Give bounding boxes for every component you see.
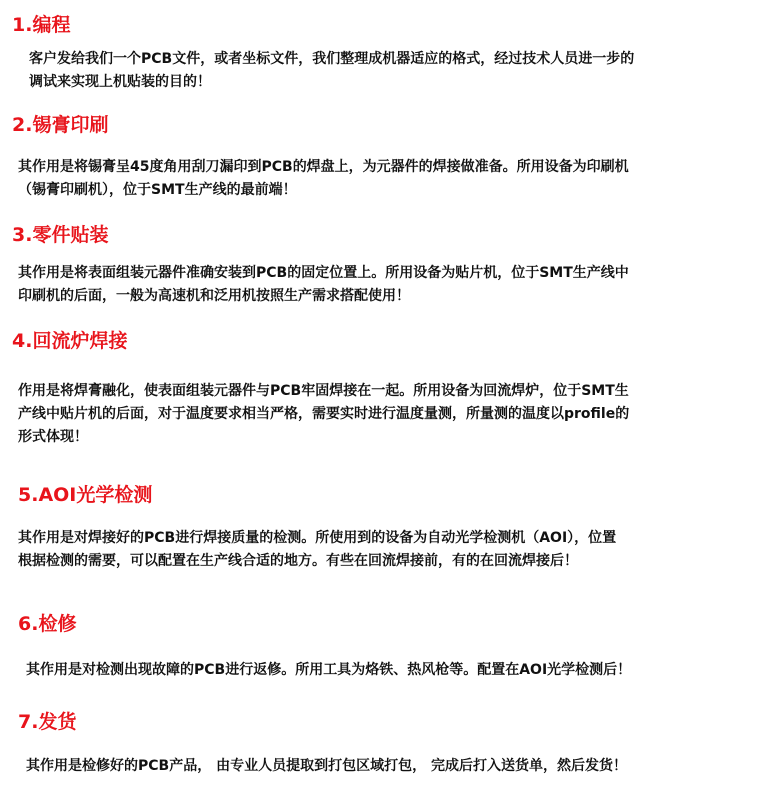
- section-4-text: [18, 380, 629, 449]
- section-3-line-2: 印刷机的后面，一般为高速机和泛用机按照生产需求搭配使用！: [18, 288, 410, 304]
- section-2-title: 2.锡膏印刷: [12, 114, 109, 136]
- section-4-line-2: 产线中贴片机的后面，对于温度要求相当严格，需要实时进行温度量测，所量测的温度以profile的: [18, 406, 630, 422]
- section-4-line-3: 形式体现！: [18, 429, 88, 445]
- section-2-line-1: 其作用是将锡膏呈45度角用刮刀漏印到PCB的焊盘上，为元器件的焊接做准备。所用设备为印刷机: [18, 159, 629, 175]
- section-6-line-1: 其作用是对检测出现故障的PCB进行返修。所用工具为烙铁、热风枪等。配置在AOI光学检测后！: [26, 662, 632, 678]
- section-1-line-1: 客户发给我们一个PCB文件，或者坐标文件，我们整理成机器适应的格式，经过技术人员进一步的: [29, 51, 635, 67]
- section-5-line-2: 根据检测的需要，可以配置在生产线合适的地方。有些在回流焊接前，有的在回流焊接后！: [18, 553, 578, 569]
- section-4-line-1: 作用是将焊膏融化，使表面组装元器件与PCB牢固焊接在一起。所用设备为回流焊炉，位于SMT生: [18, 383, 629, 399]
- section-3-title: 3.零件贴装: [12, 224, 109, 246]
- section-3-text: [18, 262, 629, 308]
- section-5-text: [18, 527, 616, 573]
- section-3-line-1: 其作用是将表面组装元器件准确安装到PCB的固定位置上。所用设备为贴片机，位于SMT生产线中: [18, 265, 629, 281]
- section-1-title: 1.编程: [12, 14, 71, 36]
- section-4-title: 4.回流炉焊接: [12, 330, 128, 352]
- section-1-line-2: 调试来实现上机贴装的目的！: [29, 74, 211, 90]
- section-6-text: [26, 659, 631, 682]
- section-2-line-2: （锡膏印刷机），位于SMT生产线的最前端！: [18, 182, 297, 198]
- section-5-title: 5.AOI光学检测: [18, 484, 153, 506]
- section-2-text: [18, 156, 629, 202]
- section-5-line-1: 其作用是对焊接好的PCB进行焊接质量的检测。所使用到的设备为自动光学检测机（AOI），位置: [18, 530, 617, 546]
- section-7-title: 7.发货: [18, 711, 77, 733]
- section-7-text: [26, 755, 627, 778]
- section-1-text: [29, 48, 634, 94]
- section-7-line-1: 其作用是检修好的PCB产品， 由专业人员提取到打包区域打包， 完成后打入送货单，然后发货！: [26, 758, 627, 774]
- section-6-title: 6.检修: [18, 613, 77, 635]
